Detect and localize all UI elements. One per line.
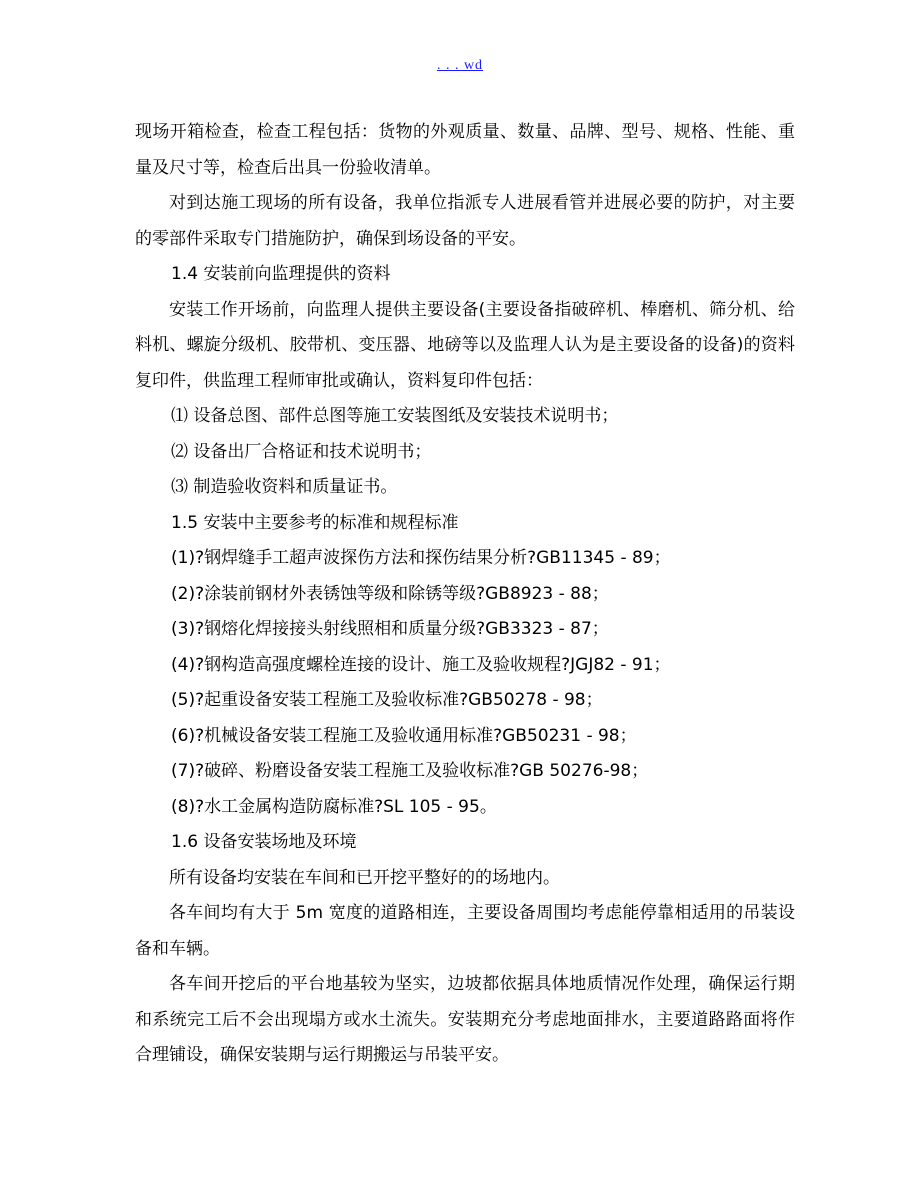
document-body <box>135 115 795 1074</box>
list-item-docs-3: ⑶ 制造验收资料和质量证书。 <box>171 477 398 497</box>
standard-item-2: (2)?涂装前钢材外表锈蚀等级和除锈等级?GB8923 - 88； <box>171 583 609 604</box>
paragraph-road-access: 各车间均有大于 5m 宽度的道路相连，主要设备周围均考虑能停靠相适用的吊装设备和车辆。 <box>135 903 795 959</box>
paragraph-equipment-protection: 对到达施工现场的所有设备，我单位指派专人进展看管并进展必要的防护，对主要的零部件采取专门措施防护，确保到场设备的平安。 <box>135 193 795 249</box>
standard-item-7: (7)?破碎、粉磨设备安装工程施工及验收标准?GB 50276-98； <box>171 761 649 781</box>
section-heading-1-4: 1.4 安装前向监理提供的资料 <box>171 264 391 284</box>
list-item-docs-1: ⑴ 设备总图、部件总图等施工安装图纸及安装技术说明书； <box>171 406 619 426</box>
paragraph-documents-to-supervisor: 安装工作开场前，向监理人提供主要设备(主要设备指破碎机、棒磨机、筛分机、给料机、螺旋分级机、胶带机、变压器、地磅等以及监理人认为是主要设备的设备)的资料复印件，供监理工程师审批或确认，资料复印件包括： <box>135 299 795 391</box>
standard-item-4: (4)?钢构造高强度螺栓连接的设计、施工及验收规程?JGJ82 - 91； <box>171 654 671 675</box>
paragraph-installation-site: 所有设备均安装在车间和已开挖平整好的的场地内。 <box>169 867 560 888</box>
standard-item-6: (6)?机械设备安装工程施工及验收通用标准?GB50231 - 98； <box>171 725 637 746</box>
paragraph-foundation-drainage: 各车间开挖后的平台地基较为坚实，边坡都依据具体地质情况作处理，确保运行期和系统完工后不会出现塌方或水土流失。安装期充分考虑地面排水，主要道路路面将作合理铺设，确保安装期与运行期搬运与吊装平安。 <box>135 974 795 1065</box>
list-item-docs-2: ⑵ 设备出厂合格证和技术说明书； <box>171 441 432 462</box>
standard-item-3: (3)?钢熔化焊接接头射线照相和质量分级?GB3323 - 87； <box>171 619 609 639</box>
section-heading-1-5: 1.5 安装中主要参考的标准和规程标准 <box>171 512 459 533</box>
standard-item-8: (8)?水工金属构造防腐标准?SL 105 - 95。 <box>171 796 497 817</box>
page-header-mark: . . . wd <box>436 58 484 73</box>
paragraph-unpacking-inspection: 现场开箱检查，检查工程包括：货物的外观质量、数量、品牌、型号、规格、性能、重量及尺寸等，检查后出具一份验收清单。 <box>135 122 795 178</box>
standard-item-5: (5)?起重设备安装工程施工及验收标准?GB50278 - 98； <box>171 690 603 710</box>
section-heading-1-6: 1.6 设备安装场地及环境 <box>171 832 357 852</box>
standard-item-1: (1)?钢焊缝手工超声波探伤方法和探伤结果分析?GB11345 - 89； <box>171 548 671 568</box>
